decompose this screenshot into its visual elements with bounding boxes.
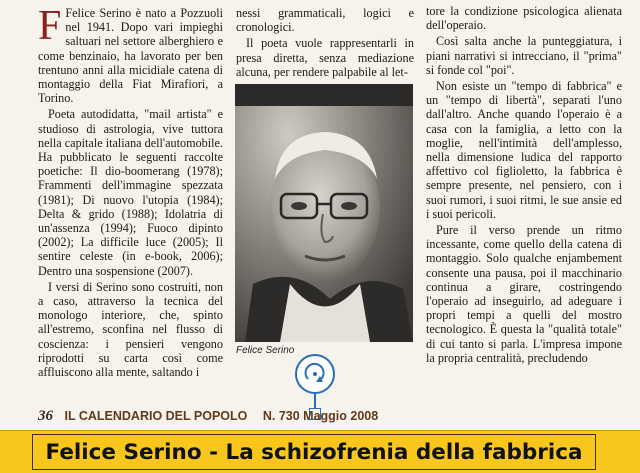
rotate-icon[interactable] [294,353,336,395]
banner-title: Felice Serino - La schizofrenia della fabbrica [32,434,596,470]
paragraph: I versi di Serino sono costruiti, non a caso, attraverso la tecnica del monologo interiore, che, spinto all'estremo, sconfina nel flusso di coscienza: i pensieri vengono riprodotti su carta così come affluiscono alla mente, saltando i [38,279,223,380]
portrait-image [235,84,413,342]
paragraph: Poeta autodidatta, "mail artista" e studioso di astrologia, vive tuttora nella capitale italiana dell'automobile. Ha pubblicato le seguenti raccolte poetiche: Il dio-boomerang (1978); Frammenti dell'immagine spezzata (1981); Di nuovo l'utopia (1984); Delta & grido (1988); Idolatria di un'assenza (1994); Fuoco dipinto (2002); La difficile luce (2005); Il sentire celeste (in e-book, 2006); Dentro una sospensione (2007). [38,107,223,278]
paragraph: nessi grammaticali, logici e cronologici. [236,6,414,35]
photo-caption: Felice Serino [236,345,295,356]
paragraph: Pure il verso prende un ritmo incessante, come quello della catena di montaggio. Solo qualche enjambement consente una pausa, poi il macchinario continua a girare, costringendo l'operaio ad inseguirlo, ad adeguare i propri tempi a quelli del mostro tecnologico. È questa la "qualità totale" di cui tanto si parla. L'impresa impone la propria centralità, precludendo [426,223,622,365]
paragraph: Così salta anche la punteggiatura, i piani narrativi si intrecciano, il "prima" si fonde col "poi". [426,34,622,77]
paragraph [38,3,223,106]
paragraph-text: Felice Serino è nato a Pozzuoli nel 1941. Dopo vari impieghi saltuari nel settore alberghiero e come benzinaio, ha lavorato per ben trentuno anni alla micidiale catena di montaggio della Fiat Mirafiori, a Torino. [38,6,223,106]
article-column-2 [236,6,414,81]
issue-info: N. 730 Maggio 2008 [262,409,379,423]
article-column-3 [426,4,622,367]
page-footer [38,408,618,424]
magazine-name: IL CALENDARIO DEL POPOLO [64,409,248,423]
article-column-1 [38,3,223,381]
drop-cap: F [38,3,62,49]
author-photo [235,84,413,342]
paragraph: Non esiste un "tempo di fabbrica" e un "tempo di libertà", separati l'uno dall'altro. Anche quando l'operaio è a casa con la famiglia, a letto con la moglie, nell'intimità dell'amplesso, nella dimensione ludica del rapporto affettivo col figlioletto, la fabbrica è sempre presente, nel pensiero, con i suoi rumori, i suoi ritmi, le sue ansie ed i suoi pericoli. [426,79,622,221]
paragraph: Il poeta vuole rappresentarli in presa diretta, senza mediazione alcuna, per rendere palpabile al let- [236,36,414,79]
paragraph: tore la condizione psicologica alienata dell'operaio. [426,4,622,33]
page-number: 36 [38,408,53,424]
title-banner [0,430,640,473]
